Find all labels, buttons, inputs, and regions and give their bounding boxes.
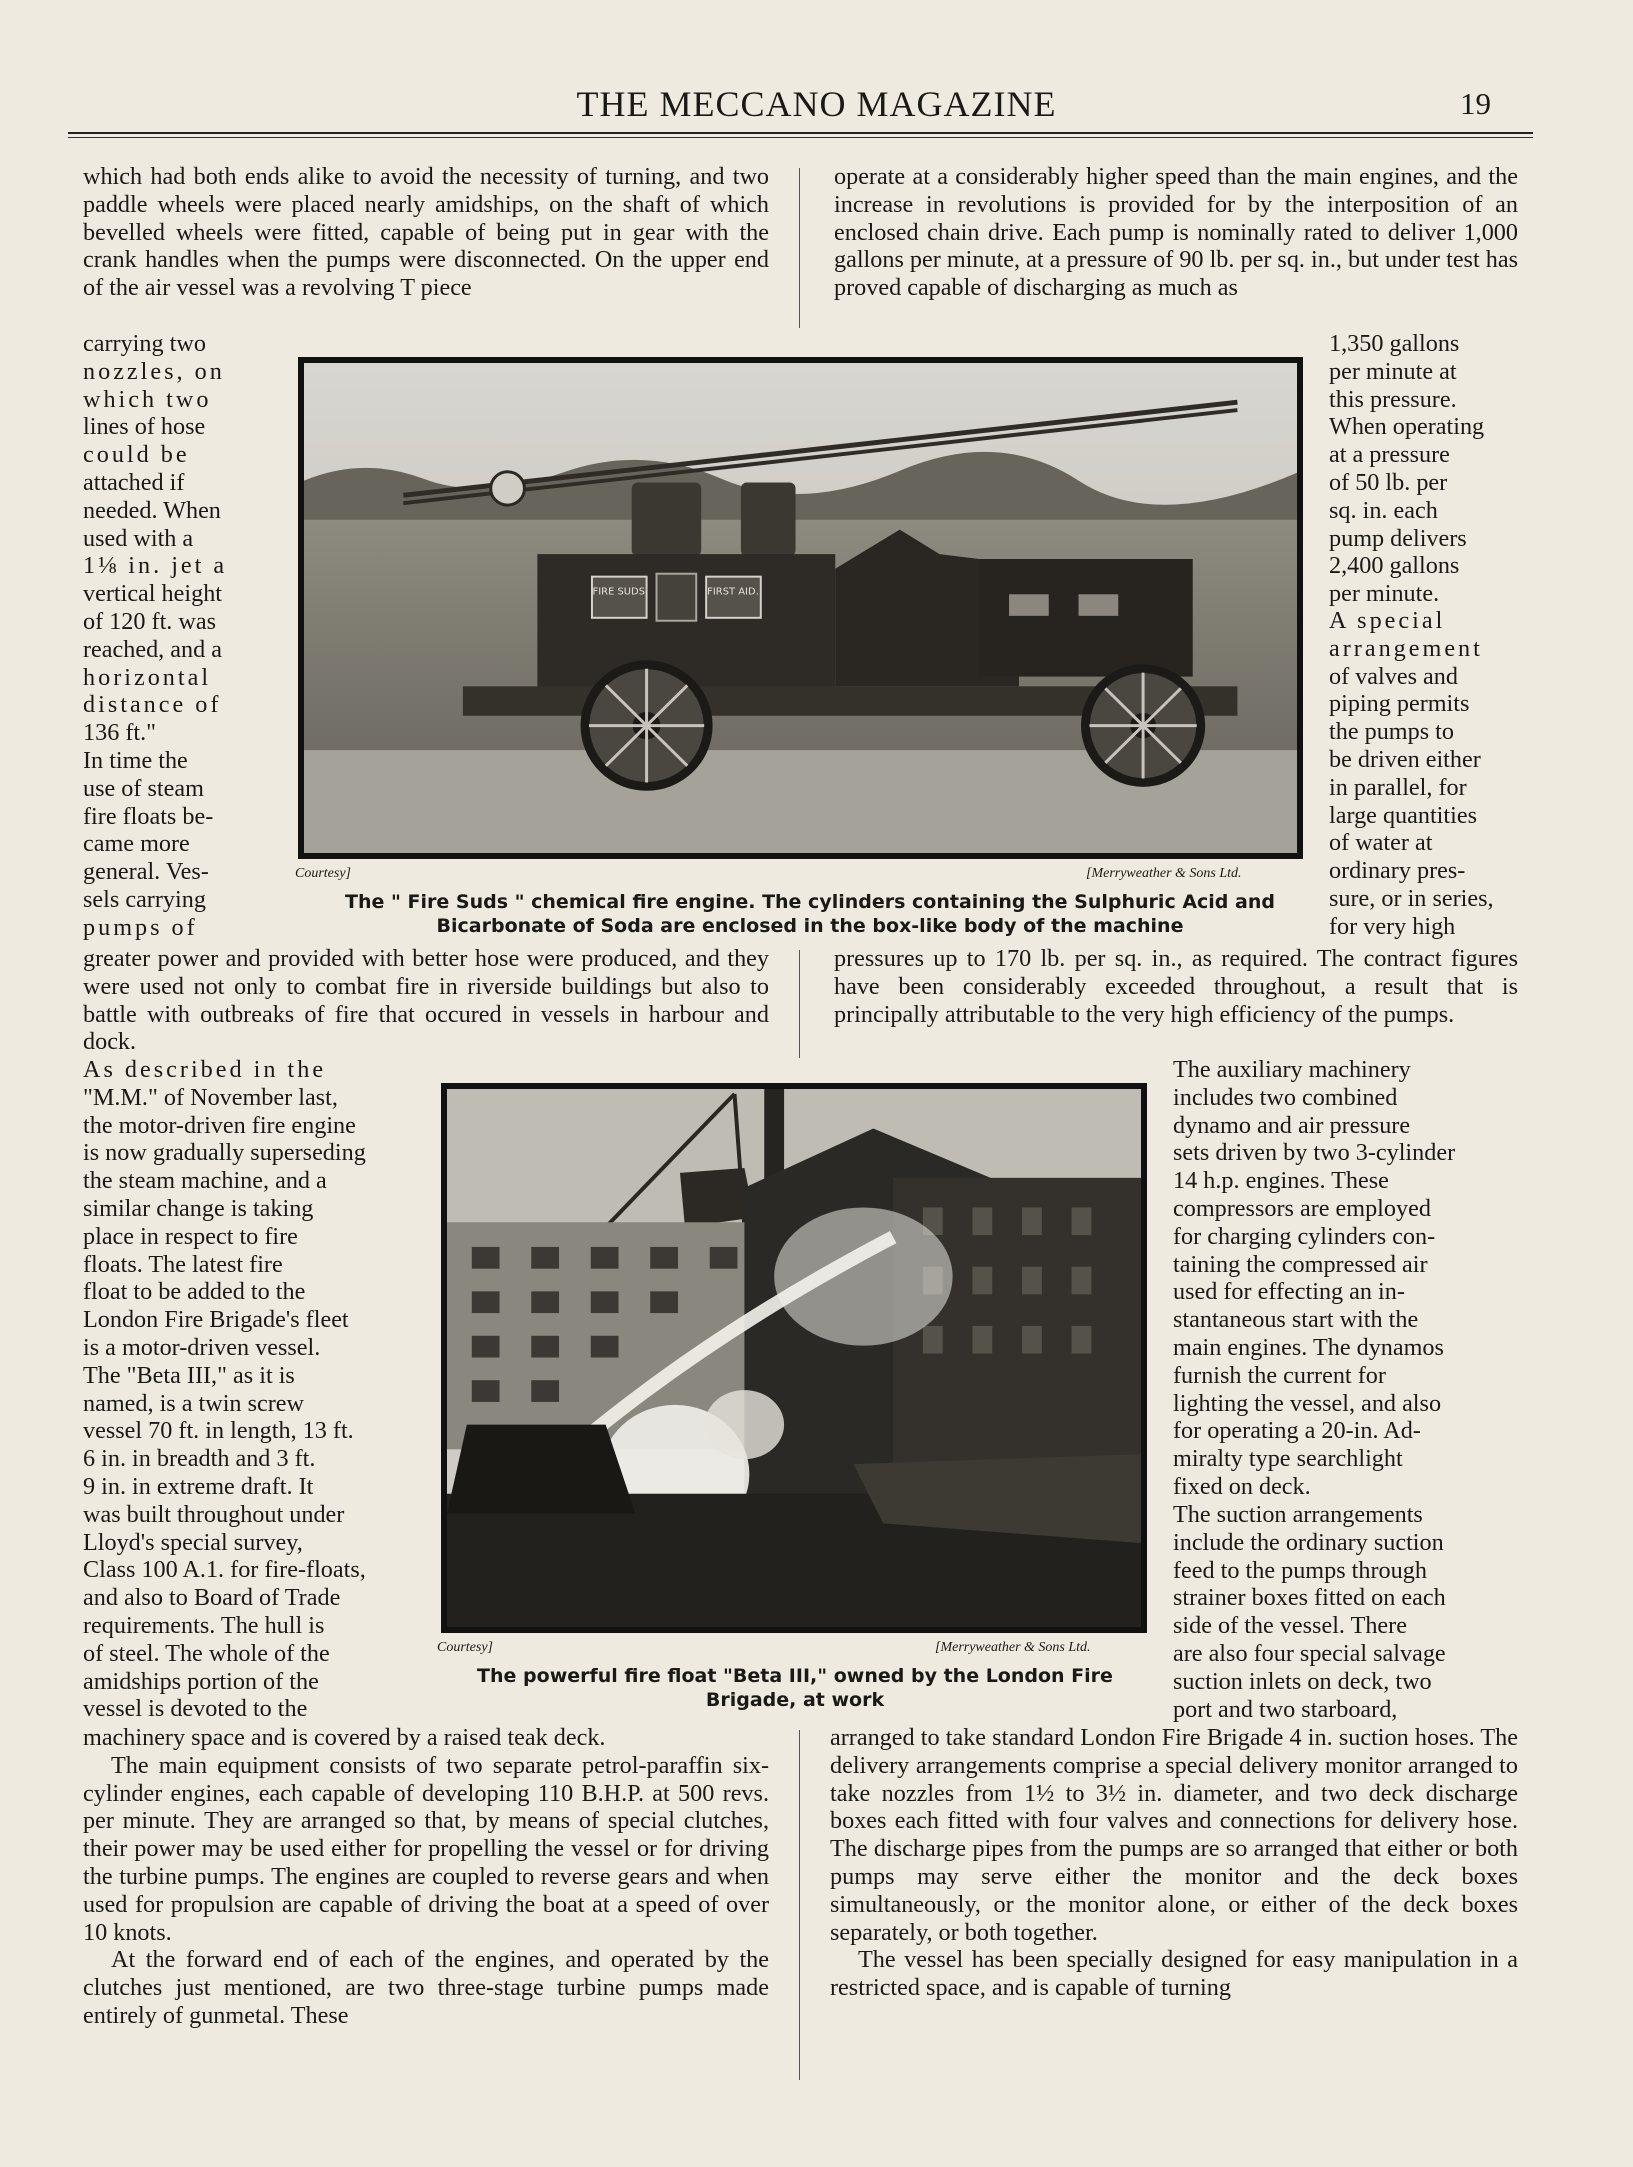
right-column-top: operate at a considerably higher speed than the main engines, and the increase in revolutions is provided for by the interposition of an enclosed chain drive. Each pump is nominally rated to deliver 1,000 gallons per minute, at a pressure of 90 lb. per sq. in., but under test has proved capable of discharging as much as: [834, 163, 1518, 302]
fire-float-photo: [441, 1083, 1147, 1633]
text-line: 1⅛ in. jet a: [83, 552, 228, 580]
text-line: could be: [83, 441, 190, 469]
text-line: which two: [83, 385, 212, 413]
text-line: floats. The latest fire: [83, 1250, 283, 1278]
text-line: and also to Board of Trade: [83, 1584, 341, 1612]
text-line: place in respect to fire: [83, 1222, 298, 1250]
text-line: includes two combined: [1173, 1083, 1398, 1111]
text-line: The auxiliary machinery: [1173, 1056, 1411, 1083]
text-line: dynamo and air pressure: [1173, 1111, 1411, 1139]
right-column-bottom: [830, 1724, 1518, 2002]
text-line: pumps of: [83, 913, 198, 941]
photo-caption: The powerful fire float "Beta III," owned by the London Fire Brigade, at work: [477, 1665, 1113, 1711]
text-line: taining the compressed air: [1173, 1250, 1428, 1278]
text-line: similar change is taking: [83, 1194, 314, 1222]
panel-label-fire-suds: FIRE SUDS: [592, 586, 646, 598]
text-line: sels carrying: [83, 885, 206, 913]
paragraph: The vessel has been specially designed for easy manipulation in a restricted space, and is capable of turning: [830, 1946, 1518, 2002]
text-line: be driven either: [1329, 745, 1481, 773]
text-line: for very high: [1329, 912, 1456, 940]
fire-engine-photo: [298, 357, 1303, 859]
left-wrap-text-2: [83, 747, 273, 942]
text-line: 9 in. in extreme draft. It: [83, 1472, 314, 1500]
text-line: float to be added to the: [83, 1278, 306, 1306]
text-line: arrangement: [1329, 634, 1483, 662]
text-line: Lloyd's special survey,: [83, 1528, 303, 1556]
text-line: The "Beta III," as it is: [83, 1361, 295, 1389]
right-wrap-text-4: [1173, 1501, 1519, 1723]
text-line: needed. When: [83, 496, 221, 524]
text-line: per minute at: [1329, 357, 1457, 385]
text-line: of steel. The whole of the: [83, 1639, 330, 1667]
text-line: In time the: [83, 747, 188, 774]
text-line: attached if: [83, 468, 185, 496]
text-line: at a pressure: [1329, 441, 1450, 469]
text-line: pump delivers: [1329, 524, 1467, 552]
text-line: sure, or in series,: [1329, 884, 1494, 912]
left-wrap-text-3: [83, 1056, 418, 1723]
text-line: feed to the pumps through: [1173, 1556, 1427, 1584]
panel-label-first-aid: FIRST AID.: [707, 586, 759, 598]
text-line: sets driven by two 3-cylinder: [1173, 1139, 1456, 1167]
text-line: requirements. The hull is: [83, 1611, 325, 1639]
text-line: ordinary pres-: [1329, 857, 1466, 885]
text-line: per minute.: [1329, 580, 1440, 608]
right-column-mid: pressures up to 170 lb. per sq. in., as required. The contract figures have been considerably exceeded throughout, a result that is principally attributable to the very high efficiency of the pumps.: [834, 945, 1518, 1028]
text-line: As described in the: [83, 1056, 327, 1083]
text-line: lighting the vessel, and also: [1173, 1389, 1442, 1417]
left-column-mid: greater power and provided with better hose were produced, and they were used not only to combat fire in riverside buildings but also to battle with outbreaks of fire that occured in vessels in harbour and dock.: [83, 945, 769, 1056]
text-line: vessel is devoted to the: [83, 1695, 308, 1723]
text-line: Class 100 A.1. for fire-floats,: [83, 1556, 366, 1584]
text-line: use of steam: [83, 774, 204, 802]
text-line: A special: [1329, 607, 1446, 634]
left-column-top: which had both ends alike to avoid the necessity of turning, and two paddle wheels were placed nearly amidships, on the shaft of which bevelled wheels were fitted, capable of being put in gear with the crank handles when the pumps were disconnected. On the upper end of the air vessel was a revolving T piece: [83, 163, 769, 302]
photo-caption: The " Fire Suds " chemical fire engine. The cylinders containing the Sulphuric Acid and Bicarbonate of Soda are enclosed in the box-like body of the machine: [345, 891, 1275, 937]
text-line: The suction arrangements: [1173, 1501, 1423, 1528]
text-line: suction inlets on deck, two: [1173, 1667, 1432, 1695]
left-wrap-text-1: [83, 330, 273, 747]
paragraph: machinery space and is covered by a raised teak deck.: [83, 1724, 606, 1751]
text-line: named, is a twin screw: [83, 1389, 304, 1417]
text-line: main engines. The dynamos: [1173, 1333, 1444, 1361]
text-line: vessel 70 ft. in length, 13 ft.: [83, 1417, 354, 1445]
text-line: vertical height: [83, 580, 223, 608]
text-line: furnish the current for: [1173, 1361, 1386, 1389]
text-line: reached, and a: [83, 635, 222, 663]
text-line: of valves and: [1329, 662, 1458, 690]
text-line: sq. in. each: [1329, 496, 1438, 524]
text-line: is a motor-driven vessel.: [83, 1333, 321, 1361]
photo-credit-left: Courtesy]: [295, 866, 351, 881]
column-divider: [799, 1730, 800, 2080]
photo-credit-right: [Merryweather & Sons Ltd.: [935, 1640, 1091, 1655]
text-line: lines of hose: [83, 413, 206, 441]
text-line: for operating a 20-in. Ad-: [1173, 1417, 1421, 1445]
text-line: is now gradually superseding: [83, 1139, 366, 1167]
text-line: amidships portion of the: [83, 1667, 319, 1695]
text-line: miralty type searchlight: [1173, 1445, 1403, 1473]
photo-credit-left: Courtesy]: [437, 1640, 493, 1655]
text-line: of water at: [1329, 829, 1433, 857]
text-line: horizontal: [83, 663, 212, 691]
text-line: used with a: [83, 524, 194, 552]
paragraph: At the forward end of each of the engines, and operated by the clutches just mentioned, are two three-stage turbine pumps made entirely of gunmetal. These: [83, 1946, 769, 2029]
paragraph: The main equipment consists of two separate petrol-paraffin six-cylinder engines, each capable of developing 110 B.H.P. at 500 revs. per minute. They are arranged so that, by means of special clutches, their power may be used either for propelling the vessel or for driving the turbine pumps. The engines are coupled to reverse gears and when used for propulsion are capable of driving the boat at a speed of over 10 knots.: [83, 1751, 769, 1946]
text-line: used for effecting an in-: [1173, 1278, 1405, 1306]
text-line: this pressure.: [1329, 385, 1457, 413]
text-line: piping permits: [1329, 690, 1470, 718]
text-line: port and two starboard,: [1173, 1695, 1398, 1723]
text-line: the motor-driven fire engine: [83, 1111, 356, 1139]
right-wrap-text-2: [1329, 607, 1519, 941]
page-number: 19: [1460, 86, 1491, 121]
text-line: are also four special salvage: [1173, 1639, 1446, 1667]
text-line: nozzles, on: [83, 357, 225, 385]
text-line: was built throughout under: [83, 1500, 345, 1528]
text-line: side of the vessel. There: [1173, 1612, 1407, 1640]
text-line: 14 h.p. engines. These: [1173, 1167, 1389, 1195]
text-line: general. Ves-: [83, 858, 209, 886]
text-line: 136 ft.": [83, 719, 157, 747]
text-line: compressors are employed: [1173, 1194, 1431, 1222]
text-line: When operating: [1329, 413, 1485, 441]
column-divider: [799, 168, 800, 328]
text-line: distance of: [83, 691, 222, 719]
right-wrap-text-1: [1329, 330, 1519, 608]
header-rule: [68, 132, 1533, 134]
column-divider: [799, 950, 800, 1058]
text-line: the steam machine, and a: [83, 1167, 327, 1195]
text-line: fire floats be-: [83, 802, 214, 830]
paragraph: arranged to take standard London Fire Brigade 4 in. suction hoses. The delivery arrangements comprise a special delivery monitor arranged to take nozzles from 1½ to 3½ in. diameter, and two deck discharge boxes each fitted with four valves and connections for delivery hose. The discharge pipes from the pumps are so arranged that either or both pumps may serve either the monitor and the deck boxes simultaneously, or the monitor alone, or either of the deck boxes separately, or both together.: [830, 1724, 1518, 1946]
text-line: large quantities: [1329, 801, 1477, 829]
right-wrap-text-3: [1173, 1056, 1519, 1501]
text-line: include the ordinary suction: [1173, 1528, 1444, 1556]
text-line: fixed on deck.: [1173, 1472, 1311, 1500]
text-line: strainer boxes fitted on each: [1173, 1584, 1446, 1612]
text-line: stantaneous start with the: [1173, 1306, 1419, 1334]
text-line: of 50 lb. per: [1329, 468, 1448, 496]
left-column-bottom: [83, 1724, 769, 2030]
page-title: THE MECCANO MAGAZINE: [576, 84, 1057, 124]
text-line: carrying two: [83, 330, 206, 357]
text-line: for charging cylinders con-: [1173, 1222, 1436, 1250]
text-line: in parallel, for: [1329, 773, 1467, 801]
text-line: 6 in. in breadth and 3 ft.: [83, 1445, 316, 1473]
text-line: 2,400 gallons: [1329, 552, 1460, 580]
photo-credit-right: [Merryweather & Sons Ltd.: [1086, 866, 1242, 881]
text-line: London Fire Brigade's fleet: [83, 1306, 349, 1334]
text-line: came more: [83, 830, 190, 858]
text-line: "M.M." of November last,: [83, 1083, 338, 1111]
text-line: the pumps to: [1329, 718, 1454, 746]
header-rule-thin: [68, 137, 1533, 138]
text-line: 1,350 gallons: [1329, 330, 1460, 357]
text-line: of 120 ft. was: [83, 607, 217, 635]
